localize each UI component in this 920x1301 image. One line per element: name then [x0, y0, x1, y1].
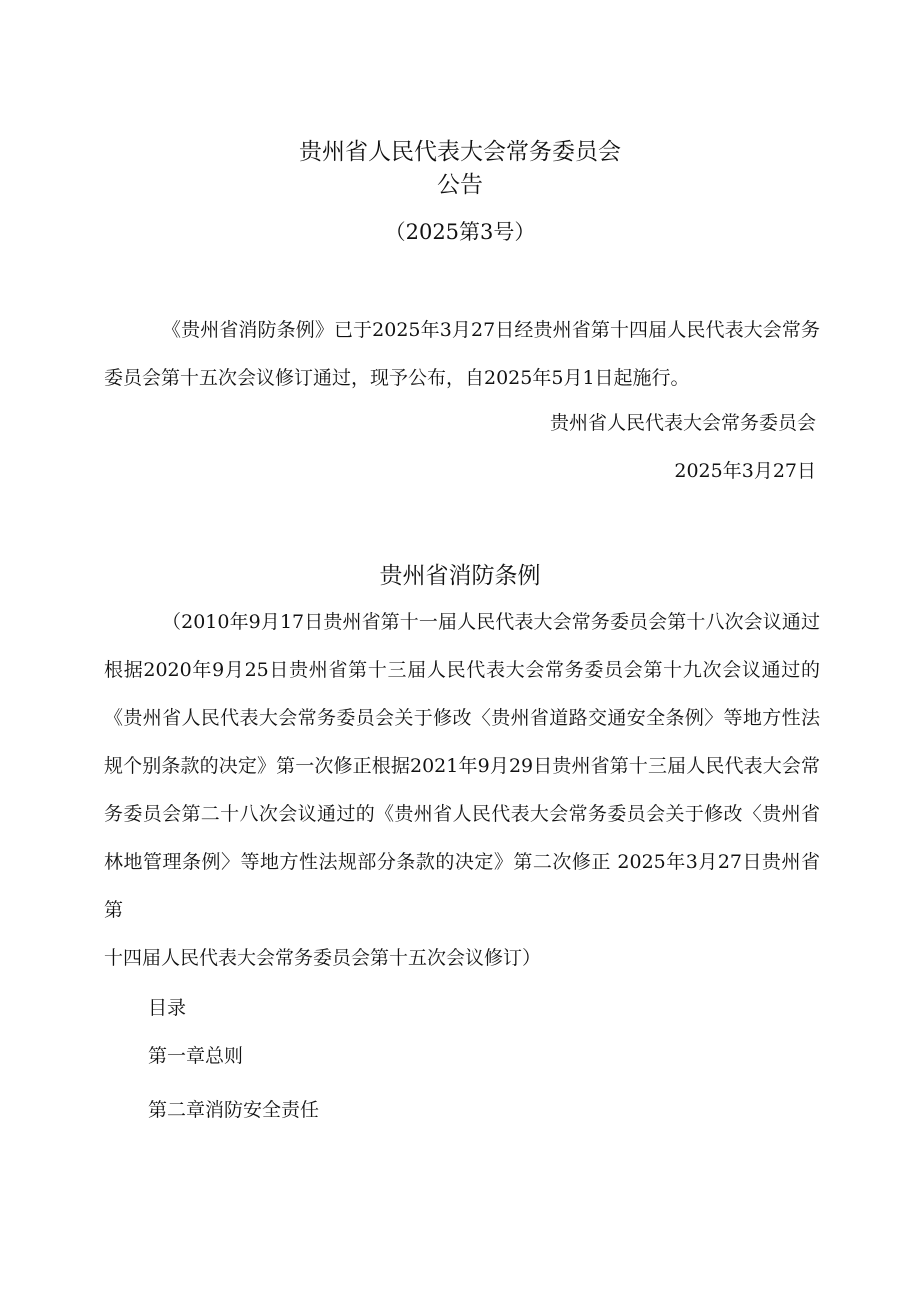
- announcement-paragraph: 《贵州省消防条例》已于2025年3月27日经贵州省第十四届人民代表大会常务委员会第十五次会议修订通过，现予公布，自2025年5月1日起施行。: [104, 319, 820, 389]
- toc-heading: 目录: [148, 997, 187, 1019]
- regulation-title: 贵州省消防条例: [379, 563, 541, 589]
- issuer-title: 贵州省人民代表大会常务委员会: [299, 139, 621, 165]
- signature-date: 2025年3月27日: [674, 460, 816, 482]
- signature-issuer: 贵州省人民代表大会常务委员会: [549, 412, 816, 434]
- regulation-history-tail: 十四届人民代表大会常务委员会第十五次会议修订）: [104, 947, 542, 969]
- document-number: （2025第3号）: [384, 220, 536, 244]
- regulation-history: （2010年9月17日贵州省第十一届人民代表大会常务委员会第十八次会议通过根据2020年9月25日贵州省第十三届人民代表大会常务委员会第十九次会议通过的《贵州省人民代表大会常务委员会关于修改〈贵州省道路交通安全条例〉等地方性法规个别条款的决定》第一次修正根据2021年9月29日贵州省第十三届人民代表大会常务委员会第二十八次会议通过的《贵州省人民代表大会常务委员会关于修改〈贵州省林地管理条例〉等地方性法规部分条款的决定》第二次修正 2025年3月27日贵州省第: [104, 611, 820, 921]
- toc-item-chapter-2: 第二章消防安全责任: [148, 1099, 320, 1121]
- announcement-label: 公告: [437, 172, 483, 198]
- toc-item-chapter-1: 第一章总则: [148, 1045, 244, 1067]
